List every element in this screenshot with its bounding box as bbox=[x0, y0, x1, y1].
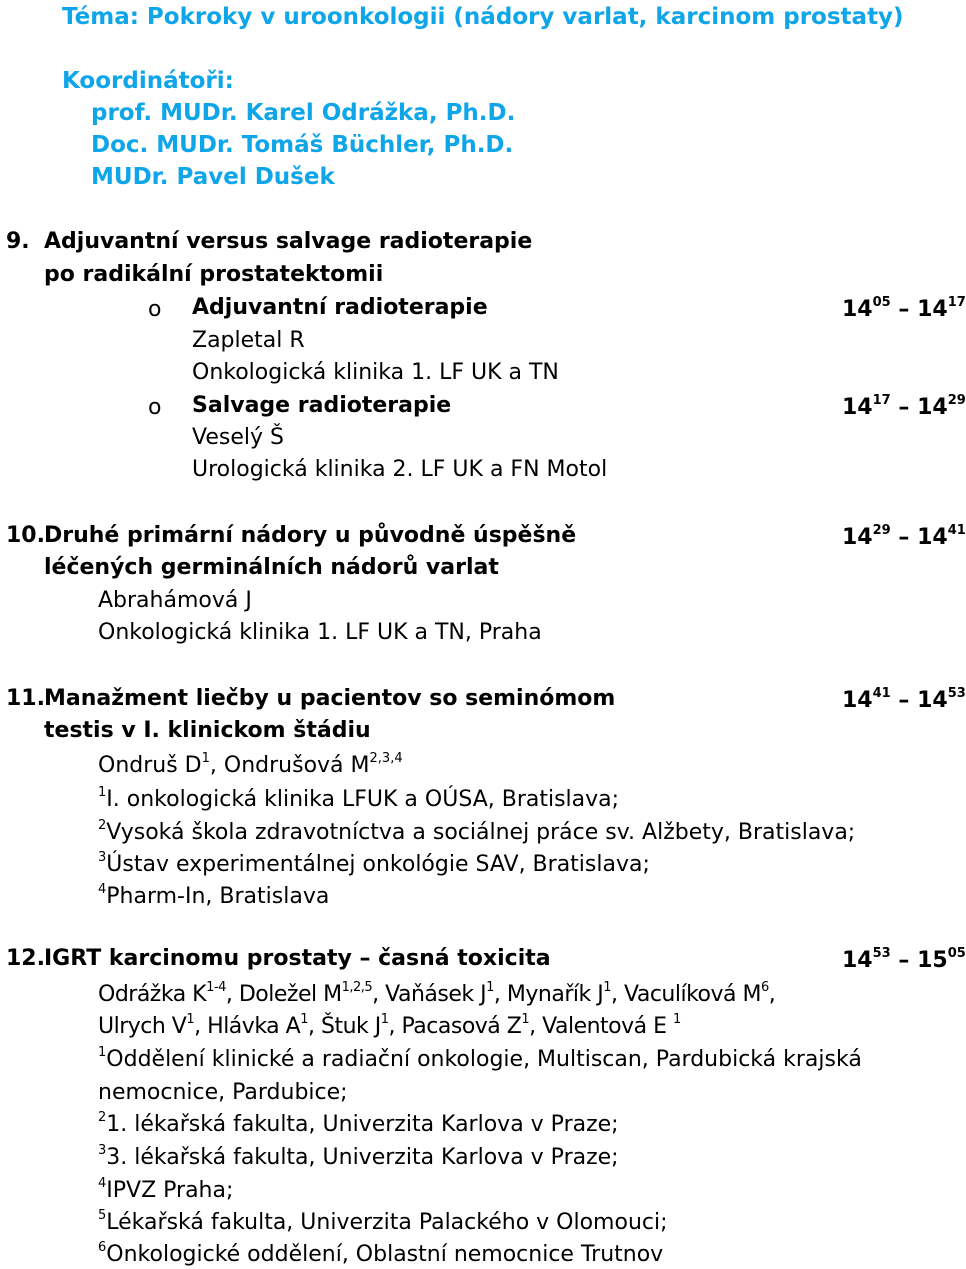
authors-line: Odrážka $K^{1-4}$, Doležel M$^{1,2,5}$, Vaňásek $J^1$, Mynařík $J^1$, Vaculíková $M^6$, bbox=[98, 980, 776, 1007]
subitem-title: Adjuvantní radioterapie bbox=[192, 295, 488, 320]
item-title: IGRT karcinomu prostaty – časná toxicita bbox=[44, 946, 551, 971]
affiliation: $^6$Onkologické oddělení, Oblastní nemocnice Trutnov bbox=[98, 1240, 664, 1267]
affiliation: $^2$Vysoká škola zdravotníctva a sociálnej práce sv. Alžbety, Bratislava; bbox=[98, 818, 856, 845]
item-title: léčených germinálních nádorů varlat bbox=[44, 555, 499, 580]
affiliation: Onkologická klinika 1. LF UK a TN bbox=[192, 360, 559, 385]
author: Zapletal R bbox=[192, 328, 305, 353]
coordinator-name: Doc. MUDr. Tomáš Büchler, Ph.D. bbox=[91, 132, 514, 158]
item-number: 10. bbox=[6, 523, 45, 548]
coordinator-name: prof. MUDr. Karel Odrážka, Ph.D. bbox=[91, 100, 516, 126]
time-slot: $14^{17} - 14^{29}$ bbox=[842, 393, 966, 420]
affiliation: nemocnice, Pardubice; bbox=[98, 1080, 348, 1105]
item-title: testis v I. klinickom štádiu bbox=[44, 718, 371, 743]
item-number: 12. bbox=[6, 946, 45, 971]
item-number: 11. bbox=[6, 686, 45, 711]
affiliation: $^1$Oddělení klinické a radiační onkologie, Multiscan, Pardubická krajská bbox=[98, 1045, 862, 1072]
author: Veselý Š bbox=[192, 425, 284, 450]
affiliation: Onkologická klinika 1. LF UK a TN, Praha bbox=[98, 620, 542, 645]
item-title: Manažment liečby u pacientov so seminómom bbox=[44, 686, 616, 711]
author: Abrahámová J bbox=[98, 588, 252, 613]
time-slot: $14^{53} - 15^{05}$ bbox=[842, 946, 966, 973]
affiliation: $^4$IPVZ Praha; bbox=[98, 1176, 234, 1203]
affiliation: $^2$1. lékařská fakulta, Univerzita Karlova v Praze; bbox=[98, 1110, 619, 1137]
affiliation: $^3$Ústav experimentálnej onkológie SAV, Bratislava; bbox=[98, 850, 650, 877]
subitem-title: Salvage radioterapie bbox=[192, 393, 452, 418]
bullet-marker: o bbox=[148, 395, 162, 420]
time-slot: $14^{41} - 14^{53}$ bbox=[842, 686, 966, 713]
coordinator-name: MUDr. Pavel Dušek bbox=[91, 164, 335, 190]
affiliation: $^1$I. onkologická klinika LFUK a OÚSA, Bratislava; bbox=[98, 785, 620, 812]
authors-line: Ondruš $D^1$, Ondrušová M$^{2,3,4}$ bbox=[98, 751, 403, 778]
item-title: Adjuvantní versus salvage radioterapie bbox=[44, 229, 533, 254]
item-title: Druhé primární nádory u původně úspěšně bbox=[44, 523, 577, 548]
affiliation: $^3$3. lékařská fakulta, Univerzita Karlova v Praze; bbox=[98, 1143, 619, 1170]
bullet-marker: o bbox=[148, 297, 162, 322]
item-number: 9. bbox=[6, 229, 30, 254]
affiliation: Urologická klinika 2. LF UK a FN Motol bbox=[192, 457, 608, 482]
affiliation: $^4$Pharm-In, Bratislava bbox=[98, 882, 330, 909]
item-title: po radikální prostatektomii bbox=[44, 262, 384, 287]
coordinators-label: Koordinátoři: bbox=[62, 68, 234, 94]
affiliation: $^5$Lékařská fakulta, Univerzita Palackého v Olomouci; bbox=[98, 1208, 668, 1235]
theme-title: Téma: Pokroky v uroonkologii (nádory varlat, karcinom prostaty) bbox=[62, 4, 904, 30]
authors-line: Ulrych $V^1$, Hlávka $A^1$, Štuk $J^1$, Pacasová $Z^1$, Valentová E $^1$ bbox=[98, 1012, 681, 1039]
time-slot: $14^{29} - 14^{41}$ bbox=[842, 523, 966, 550]
time-slot: $14^{05} - 14^{17}$ bbox=[842, 295, 966, 322]
